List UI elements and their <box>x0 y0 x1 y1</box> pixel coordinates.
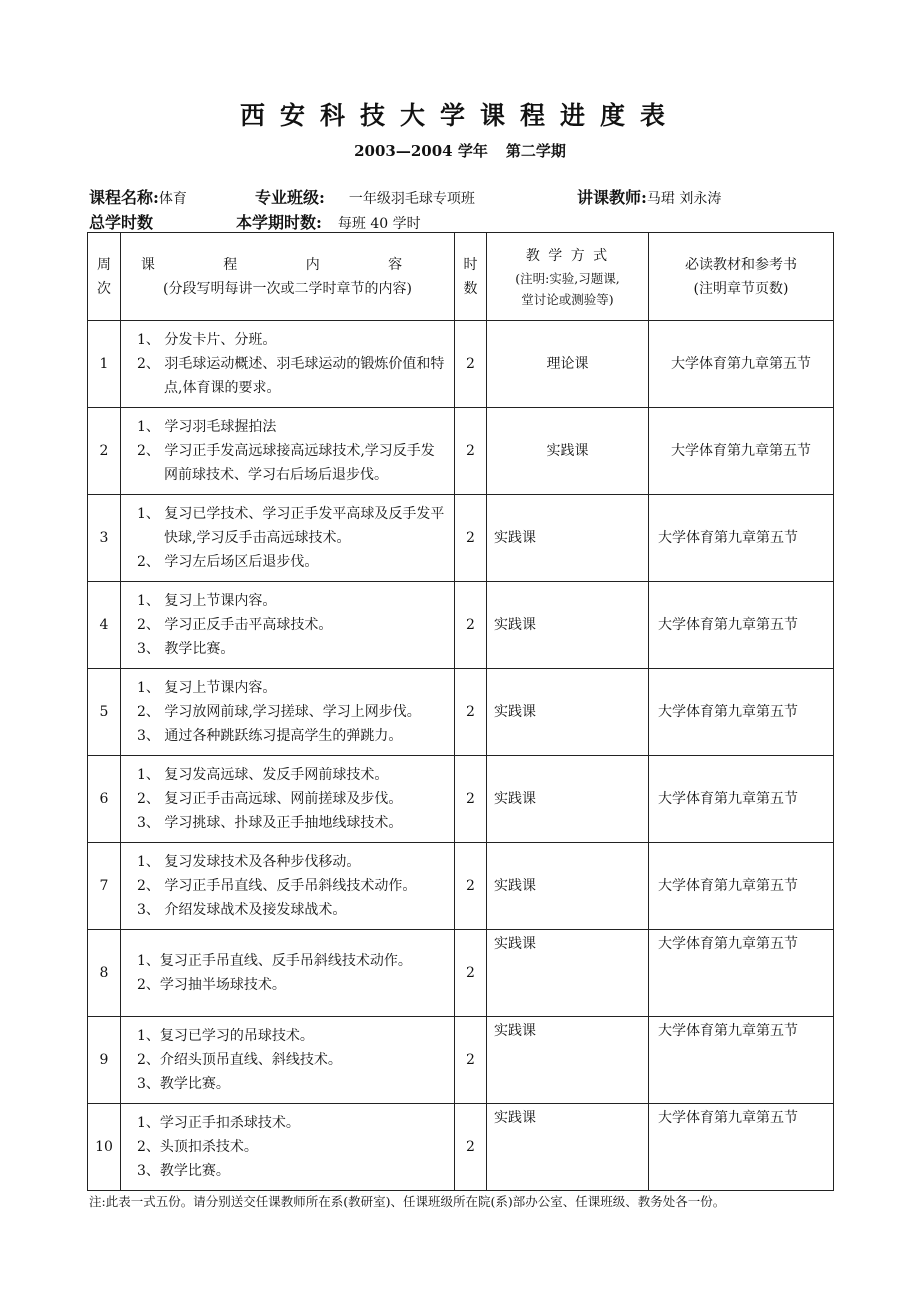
course-name-value: 体育 <box>158 191 187 207</box>
content-cell <box>121 669 455 756</box>
content-line: 2、 学习放网前球,学习搓球、学习上网步伐。 <box>137 704 421 720</box>
table-row <box>88 408 834 495</box>
table-row <box>88 1104 834 1191</box>
content-line: 2、 复习正手击高远球、网前搓球及步伐。 <box>137 791 403 807</box>
content-line: 3、教学比赛。 <box>137 1076 230 1092</box>
week-cell: 7 <box>88 843 121 930</box>
week-cell: 9 <box>88 1017 121 1104</box>
reference-cell: 大学体育第九章第五节 <box>649 669 834 756</box>
method-cell: 实践课 <box>487 669 649 756</box>
content-line: 2、 学习正反手击平高球技术。 <box>137 617 333 633</box>
week-cell: 4 <box>88 582 121 669</box>
content-cell <box>121 321 455 408</box>
semester-subtitle <box>0 140 920 161</box>
content-cell <box>121 408 455 495</box>
teacher-field <box>577 185 721 208</box>
content-line: 1、 复习上节课内容。 <box>137 593 277 609</box>
header-content: 课 程 内 容 (分段写明每讲一次或二学时章节的内容) <box>121 233 455 321</box>
method-cell: 理论课 <box>487 321 649 408</box>
hours-cell: 2 <box>455 582 487 669</box>
table-row <box>88 756 834 843</box>
table-header-row <box>88 233 834 321</box>
content-line: 3、教学比赛。 <box>137 1163 230 1179</box>
content-line: 2、头顶扣杀技术。 <box>137 1139 258 1155</box>
table-row <box>88 930 834 1017</box>
hours-cell: 2 <box>455 843 487 930</box>
term-hours-value: 每班 40 学时 <box>337 216 421 232</box>
reference-cell: 大学体育第九章第五节 <box>649 582 834 669</box>
header-week: 周 次 <box>88 233 121 321</box>
teacher-value: 马珺 刘永涛 <box>646 191 722 207</box>
footnote: 注:此表一式五份。请分别送交任课教师所在系(教研室)、任课班级所在院(系)部办公室、任课班级、教务处各一份。 <box>89 1194 726 1209</box>
method-cell: 实践课 <box>487 1017 649 1104</box>
content-line: 2、学习抽半场球技术。 <box>137 977 286 993</box>
content-cell <box>121 582 455 669</box>
content-line: 2、介绍头顶吊直线、斜线技术。 <box>137 1052 342 1068</box>
content-cell <box>121 843 455 930</box>
header-reference: 必读教材和参考书 (注明章节页数) <box>649 233 834 321</box>
hours-cell: 2 <box>455 408 487 495</box>
class-field <box>255 185 475 208</box>
hours-cell: 2 <box>455 756 487 843</box>
hours-cell: 2 <box>455 321 487 408</box>
method-cell: 实践课 <box>487 930 649 1017</box>
content-cell <box>121 756 455 843</box>
content-cell <box>121 930 455 1017</box>
content-line: 3、 介绍发球战术及接发球战术。 <box>137 902 347 918</box>
table-row <box>88 495 834 582</box>
content-line: 1、 复习发高远球、发反手网前球技术。 <box>137 767 389 783</box>
content-line: 1、 分发卡片、分班。 <box>137 332 277 348</box>
week-cell: 6 <box>88 756 121 843</box>
method-cell: 实践课 <box>487 1104 649 1191</box>
table-row <box>88 1017 834 1104</box>
content-line: 1、 复习已学技术、学习正手发平高球及反手发平快球,学习反手击高远球技术。 <box>137 506 445 546</box>
table-body <box>88 321 834 1191</box>
term-hours-field <box>236 210 421 233</box>
header-hours: 时 数 <box>455 233 487 321</box>
reference-cell: 大学体育第九章第五节 <box>649 321 834 408</box>
content-line: 3、 学习挑球、扑球及正手抽地线球技术。 <box>137 815 403 831</box>
content-line: 3、 通过各种跳跃练习提高学生的弹跳力。 <box>137 728 403 744</box>
week-cell: 1 <box>88 321 121 408</box>
week-cell: 10 <box>88 1104 121 1191</box>
reference-cell: 大学体育第九章第五节 <box>649 930 834 1017</box>
content-line: 1、复习已学习的吊球技术。 <box>137 1028 314 1044</box>
content-line: 1、复习正手吊直线、反手吊斜线技术动作。 <box>137 953 412 969</box>
page-title: 西安科技大学课程进度表 <box>239 101 680 130</box>
content-line: 2、 学习正手发高远球接高远球技术,学习反手发网前球技术、学习右后场后退步伐。 <box>137 443 435 483</box>
week-cell: 2 <box>88 408 121 495</box>
term-hours-label: 本学期时数: <box>236 213 322 232</box>
content-line: 3、 教学比赛。 <box>137 641 235 657</box>
content-line: 2、 学习正手吊直线、反手吊斜线技术动作。 <box>137 878 417 894</box>
table-row <box>88 669 834 756</box>
content-line: 1、 复习上节课内容。 <box>137 680 277 696</box>
total-hours-label: 总学时数 <box>89 213 154 232</box>
week-cell: 5 <box>88 669 121 756</box>
reference-cell: 大学体育第九章第五节 <box>649 1017 834 1104</box>
hours-cell: 2 <box>455 495 487 582</box>
reference-cell: 大学体育第九章第五节 <box>649 1104 834 1191</box>
course-name-field <box>89 185 187 208</box>
content-cell <box>121 1017 455 1104</box>
academic-year: 2003—2004 学年 <box>354 142 488 160</box>
hours-cell: 2 <box>455 1017 487 1104</box>
method-cell: 实践课 <box>487 408 649 495</box>
total-hours-field <box>89 210 153 233</box>
method-cell: 实践课 <box>487 495 649 582</box>
teacher-label: 讲课教师: <box>577 188 647 207</box>
semester-term: 第二学期 <box>505 142 566 160</box>
reference-cell: 大学体育第九章第五节 <box>649 756 834 843</box>
class-value: 一年级羽毛球专项班 <box>348 191 475 207</box>
progress-table <box>87 232 834 1191</box>
table-row <box>88 843 834 930</box>
hours-cell: 2 <box>455 1104 487 1191</box>
table-row <box>88 321 834 408</box>
content-line: 1、 复习发球技术及各种步伐移动。 <box>137 854 361 870</box>
content-line: 2、 学习左后场区后退步伐。 <box>137 554 319 570</box>
content-line: 1、 学习羽毛球握拍法 <box>137 419 277 435</box>
hours-cell: 2 <box>455 930 487 1017</box>
method-cell: 实践课 <box>487 843 649 930</box>
method-cell: 实践课 <box>487 756 649 843</box>
week-cell: 3 <box>88 495 121 582</box>
header-method: 教 学 方 式 (注明:实验,习题课, 堂讨论或测验等) <box>487 233 649 321</box>
class-label: 专业班级: <box>255 188 325 207</box>
reference-cell: 大学体育第九章第五节 <box>649 495 834 582</box>
reference-cell: 大学体育第九章第五节 <box>649 843 834 930</box>
reference-cell: 大学体育第九章第五节 <box>649 408 834 495</box>
content-line: 2、 羽毛球运动概述、羽毛球运动的锻炼价值和特点,体育课的要求。 <box>137 356 445 396</box>
content-cell <box>121 495 455 582</box>
content-cell <box>121 1104 455 1191</box>
course-name-label: 课程名称: <box>89 188 159 207</box>
table-row <box>88 582 834 669</box>
content-line: 1、学习正手扣杀球技术。 <box>137 1115 300 1131</box>
week-cell: 8 <box>88 930 121 1017</box>
method-cell: 实践课 <box>487 582 649 669</box>
hours-cell: 2 <box>455 669 487 756</box>
